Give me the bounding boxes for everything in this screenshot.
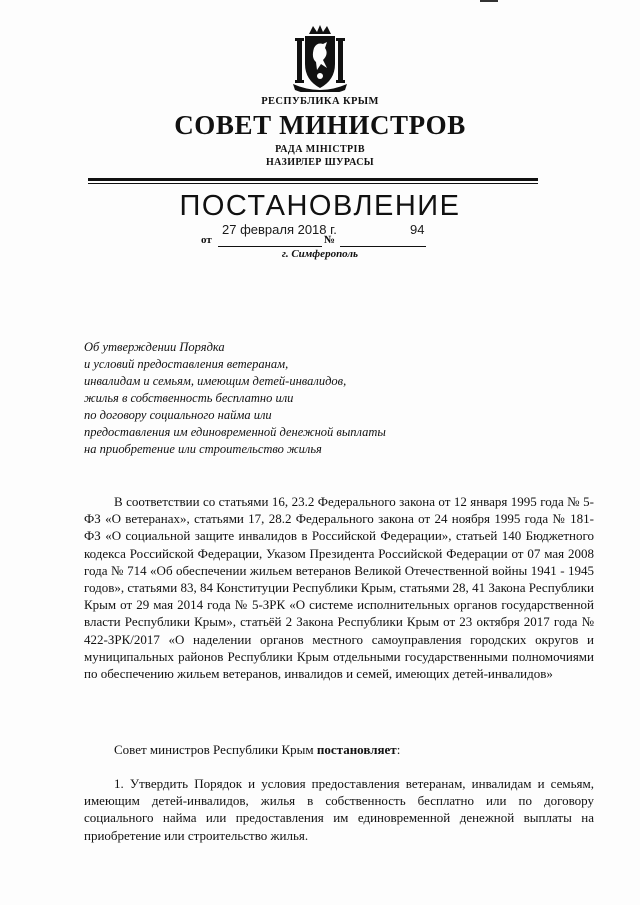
resolution-verb: постановляет (316, 742, 397, 757)
decree-title-line: и условий предоставления ветеранам, (84, 357, 289, 371)
decree-title-line: Об утверждении Порядка (84, 340, 225, 354)
council-name-ukrainian: РАДА МІНІСТРІВ (275, 144, 365, 155)
decree-title (84, 339, 554, 458)
decree-title-line: предоставления им единовременной денежной выплаты (84, 425, 386, 439)
crimea-coat-of-arms-icon (283, 24, 357, 92)
republic-name: РЕСПУБЛИКА КРЫМ (261, 96, 379, 107)
council-name: СОВЕТ МИНИСТРОВ (174, 110, 466, 140)
clause-1-paragraph: 1. Утвердить Порядок и условия предоставления ветеранам, инвалидам и семьям, имеющим детей-инвалидов, жилья в собственность бесплатно или по договору социального найма или предоставления им единовременной денежной выплаты на приобретение или строительство жилья. (84, 776, 594, 843)
council-name-crimean-tatar: НАЗИРЛЕР ШУРАСЫ (265, 157, 375, 168)
scan-mark (480, 0, 498, 2)
header-rule-thin (88, 183, 538, 184)
decree-title-line: по договору социального найма или (84, 408, 272, 422)
city: г. Симферополь (281, 248, 359, 260)
preamble-paragraph: В соответствии со статьями 16, 23.2 Федерального закона от 12 января 1995 года № 5-ФЗ «О ветеранах», статьями 17, 28.2 Федерального закона от 24 ноября 1995 года № 181-ФЗ «О социальной защите инвалидов в Российской Федерации», статьей 140 Бюджетного кодекса Российской Федерации, Указом Президента Российской Федерации от 07 мая 2008 года № 714 «Об обеспечении жильем ветеранов Великой Отечественной войны 1941 - 1945 годов», статьями 83, 84 Конституции Республики Крым, статьями 28, 41 Закона Республики Крым от 29 мая 2014 года № 5-ЗРК «О системе исполнительных органов государственной власти Республики Крым», статьёй 2 Закона Республики Крым от 23 октября 2017 года № 422-ЗРК/2017 «О наделении органов местного самоуправления городских округов и муниципальных районов Республики Крым отдельными государственными полномочиями по обеспечению жильем ветеранов, инвалидов и семей, имеющих детей-инвалидов» (84, 494, 594, 682)
decree-title-line: на приобретение или строительство жилья (84, 442, 322, 456)
date-label: от (201, 234, 212, 246)
date-underline (218, 246, 322, 247)
resolution-text: Совет министров Республики Крым (114, 742, 317, 757)
decree-title-line: жилья в собственность бесплатно или (84, 391, 294, 405)
resolution-colon: : (396, 742, 401, 757)
decree-title-line: инвалидам и семьям, имеющим детей-инвалидов, (84, 374, 347, 388)
number-label: № (324, 234, 336, 246)
number-underline (340, 246, 426, 247)
decree-number: 94 (410, 222, 425, 237)
header-rule-thick (88, 178, 538, 181)
resolution-paragraph (84, 741, 594, 758)
document-type: ПОСТАНОВЛЕНИЕ (179, 190, 461, 222)
decree-date: 27 февраля 2018 г. (222, 222, 337, 237)
